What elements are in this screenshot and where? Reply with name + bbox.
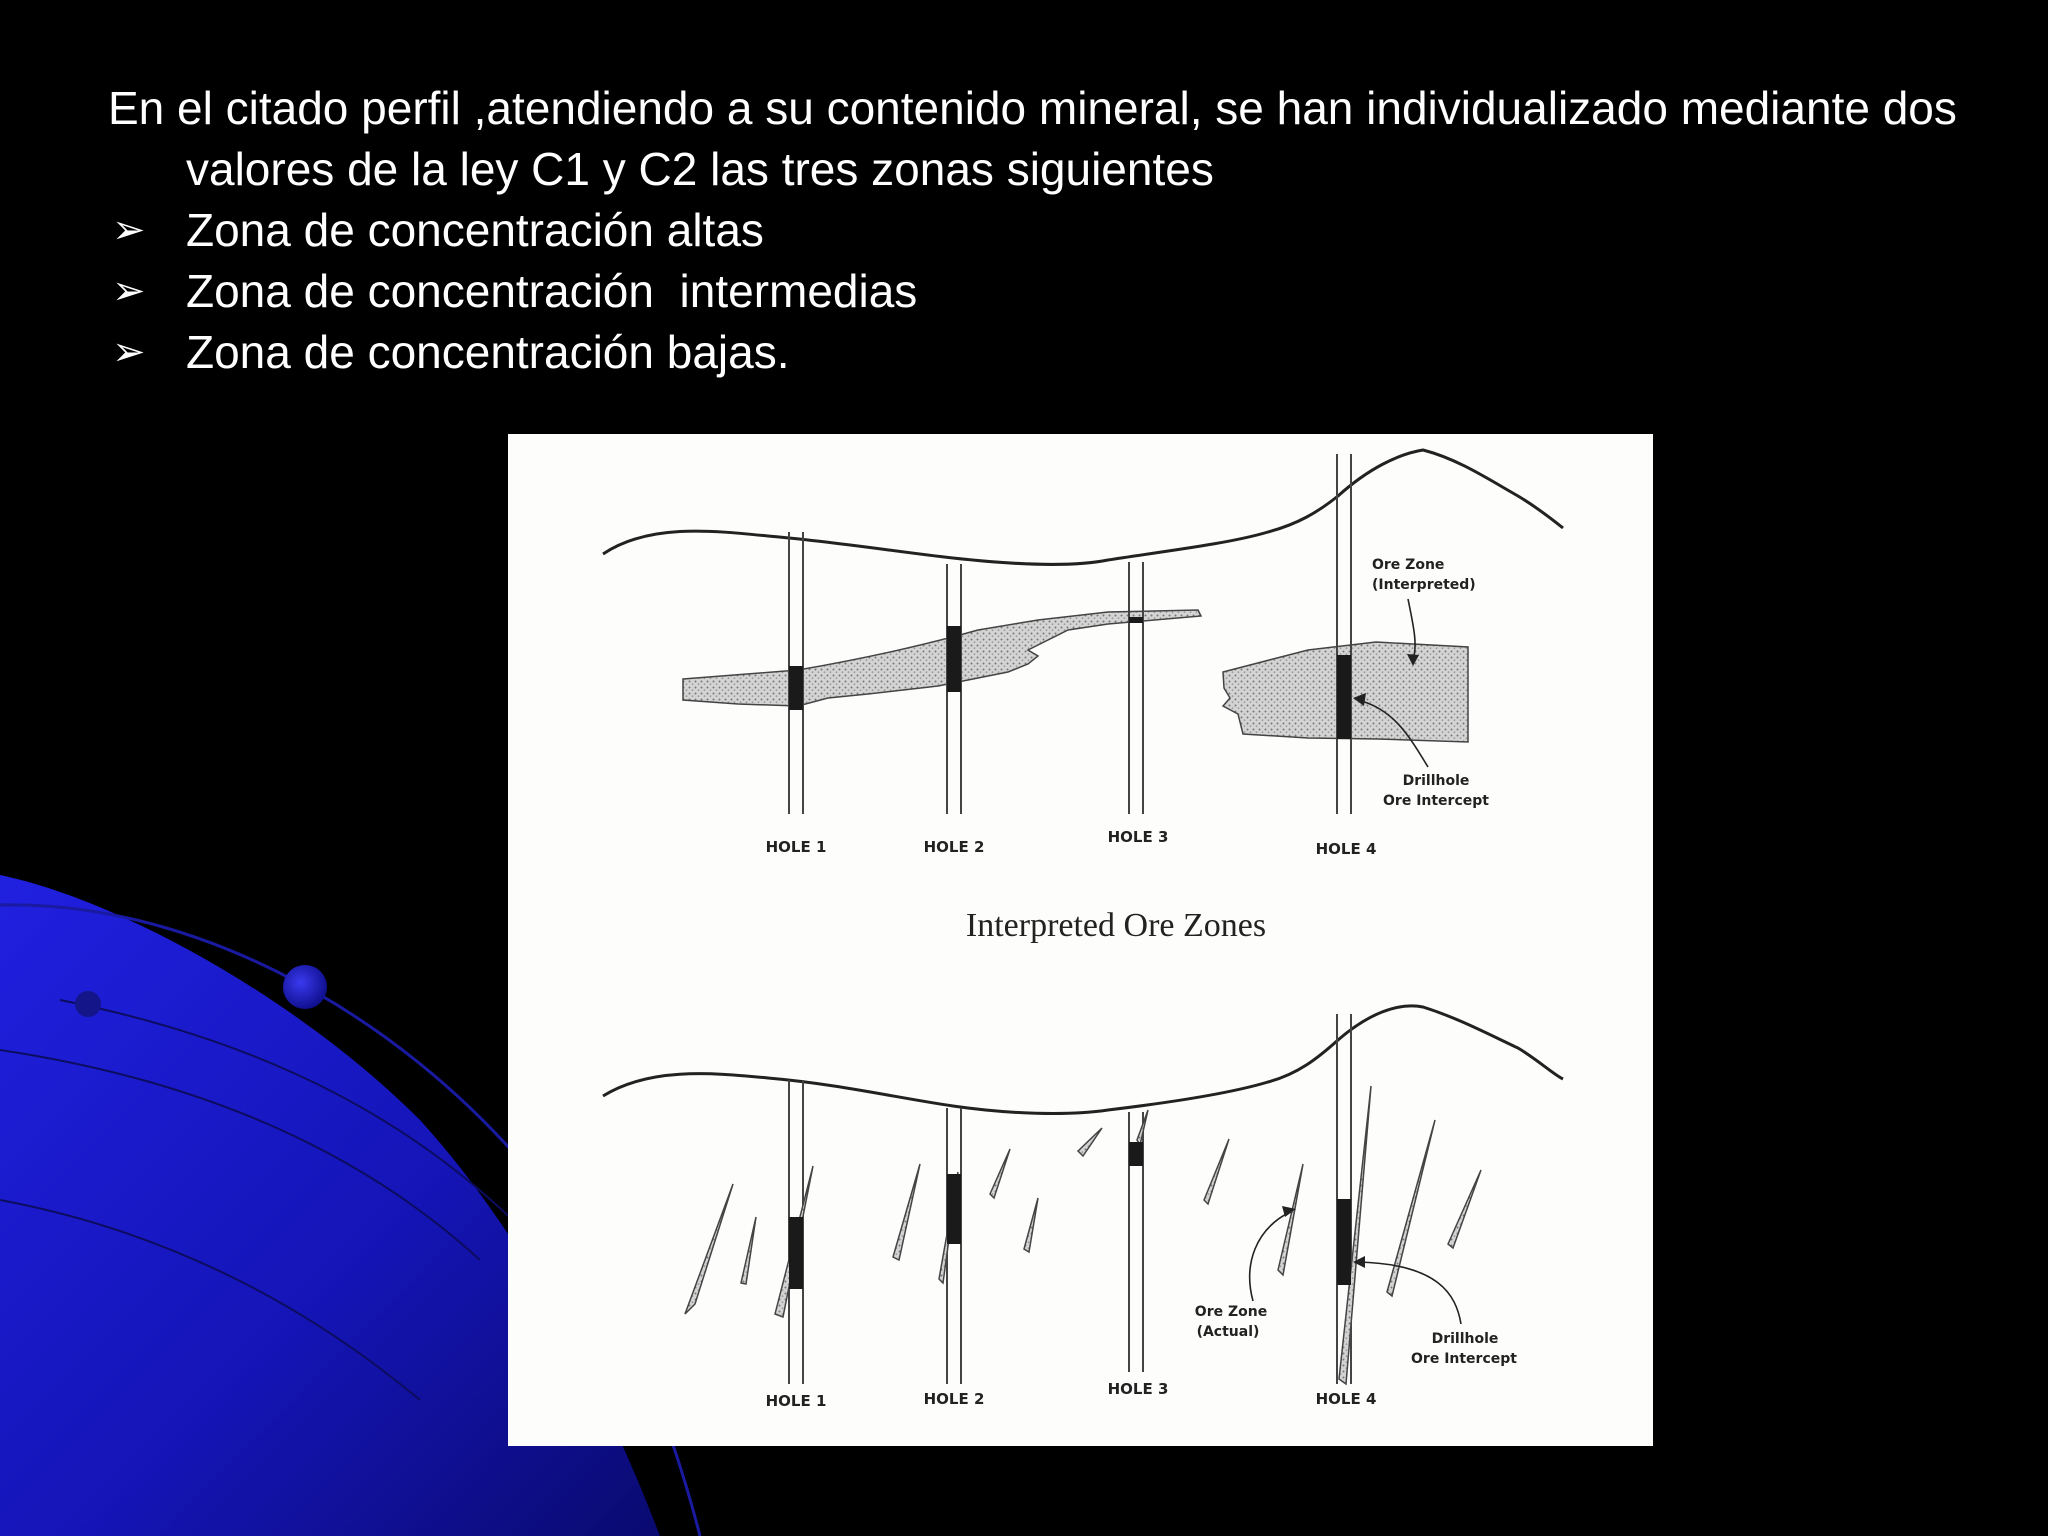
ore-zone-figure: [508, 434, 1653, 1446]
callout-text: Drillhole: [1402, 773, 1470, 789]
blue-orb: [283, 965, 327, 1009]
bullet-list: [108, 200, 2008, 383]
callout-text: Ore Zone: [1194, 1304, 1268, 1320]
hole-labels: [766, 828, 1377, 858]
hole-label: HOLE 4: [1315, 1390, 1377, 1408]
callout-text: Drillhole: [1431, 1331, 1499, 1347]
figure-title: Interpreted Ore Zones: [965, 907, 1267, 944]
ore-lens-actual: [685, 1086, 1481, 1384]
hole-labels: [766, 1380, 1377, 1410]
callout-text: (Interpreted): [1372, 577, 1476, 593]
ore-zone-callout: [1195, 1304, 1267, 1340]
ground-surface: [603, 450, 1563, 564]
callout-arrow: [1358, 1262, 1461, 1324]
drillhole: [789, 1014, 1351, 1384]
slide-text: [108, 78, 2008, 383]
arrow-bullet-icon: ➢: [112, 269, 146, 313]
arrow-bullet-icon: ➢: [112, 208, 146, 252]
callout-text: Ore Intercept: [1411, 1351, 1517, 1367]
hole-label: HOLE 3: [1107, 1380, 1169, 1398]
intercept-callout: [1411, 1331, 1517, 1367]
ore-zone-diagram: [508, 434, 1653, 1446]
hole-label: HOLE 2: [923, 1390, 985, 1408]
intro-paragraph: En el citado perfil ,atendiendo a su contenido mineral, se han individualizado mediante dos valores de la ley C1 y C2 las tres zonas siguientes: [108, 82, 1957, 195]
bullet-text: Zona de concentración altas: [186, 204, 764, 256]
bullet-text: Zona de concentración bajas.: [186, 326, 790, 378]
hole-label: HOLE 1: [765, 1392, 827, 1410]
drillhole: [789, 454, 1351, 814]
hole-label: HOLE 2: [923, 838, 985, 856]
callout-text: Ore Intercept: [1383, 793, 1489, 809]
arrow-bullet-icon: ➢: [112, 330, 146, 374]
hole-label: HOLE 4: [1315, 840, 1377, 858]
ore-zone-callout: [1372, 557, 1476, 593]
bullet-item: [108, 200, 2008, 261]
ground-surface: [603, 1006, 1563, 1114]
bullet-text: Zona de concentración intermedias: [186, 265, 918, 317]
intercept-callout: [1383, 773, 1489, 809]
callout-text: (Actual): [1196, 1324, 1260, 1340]
actual-panel: [603, 1006, 1563, 1410]
drillhole-ore-intercept: [789, 1142, 1351, 1289]
callout-text: Ore Zone: [1372, 557, 1445, 573]
blue-orb: [75, 991, 101, 1017]
bullet-item: [108, 322, 2008, 383]
hole-label: HOLE 3: [1107, 828, 1169, 846]
bullet-item: [108, 261, 2008, 322]
hole-label: HOLE 1: [765, 838, 827, 856]
interpreted-panel: [603, 450, 1563, 858]
ore-zone-interpreted: [683, 610, 1201, 706]
